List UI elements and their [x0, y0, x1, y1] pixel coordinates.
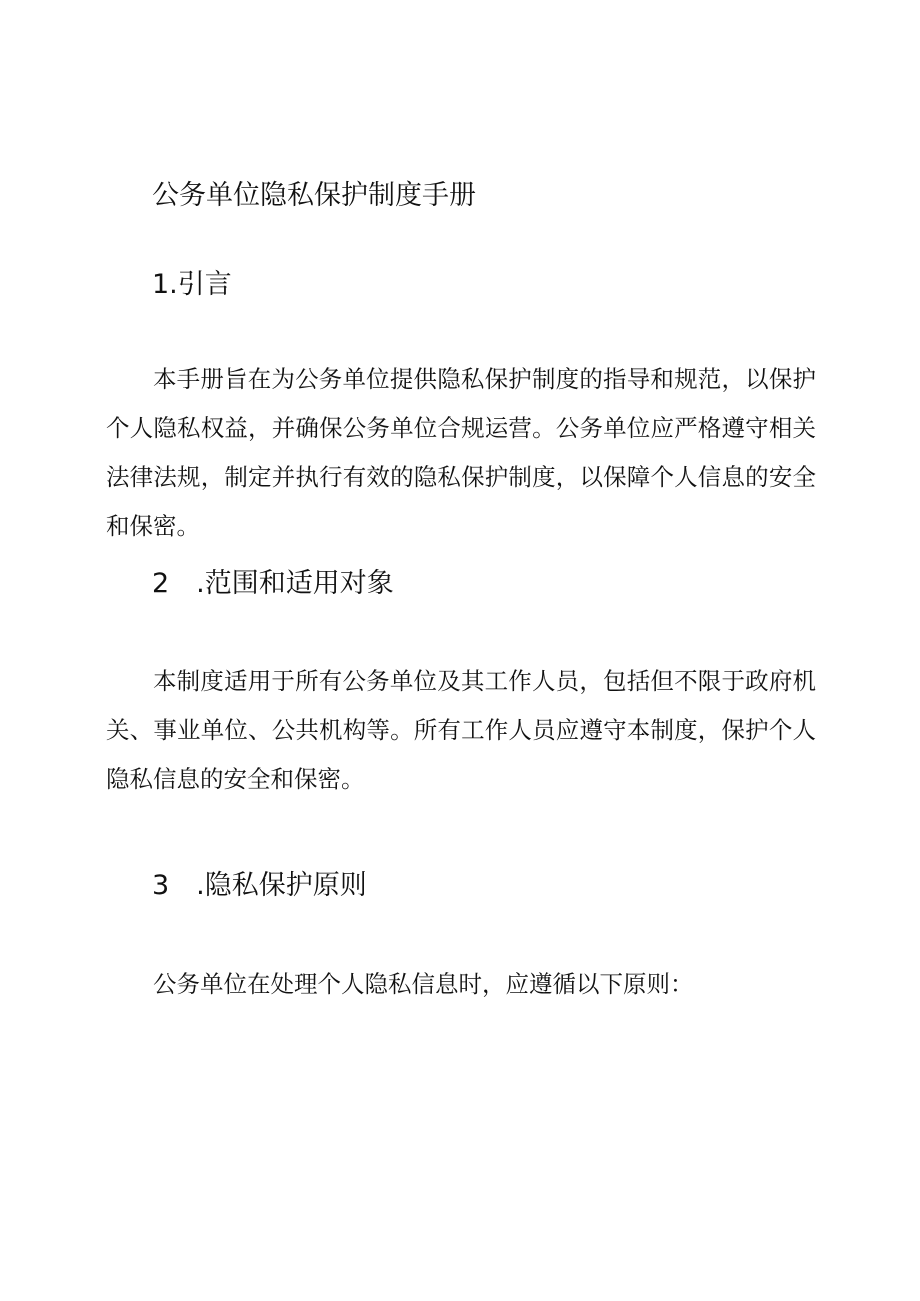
section-heading-scope: 2 .范围和适用对象 — [152, 568, 394, 599]
section-heading-introduction: 1.引言 — [152, 269, 232, 300]
section-heading-principles: 3 .隐私保护原则 — [152, 870, 367, 901]
document-title: 公务单位隐私保护制度手册 — [152, 180, 476, 211]
section-body-introduction: 本手册旨在为公务单位提供隐私保护制度的指导和规范，以保护个人隐私权益，并确保公务单位合规运营。公务单位应严格遵守相关法律法规，制定并执行有效的隐私保护制度，以保障个人信息的安全和保密。 — [106, 365, 816, 540]
section-body-scope: 本制度适用于所有公务单位及其工作人员，包括但不限于政府机关、事业单位、公共机构等。所有工作人员应遵守本制度，保护个人隐私信息的安全和保密。 — [106, 667, 816, 793]
section-body-principles: 公务单位在处理个人隐私信息时，应遵循以下原则： — [153, 970, 694, 998]
